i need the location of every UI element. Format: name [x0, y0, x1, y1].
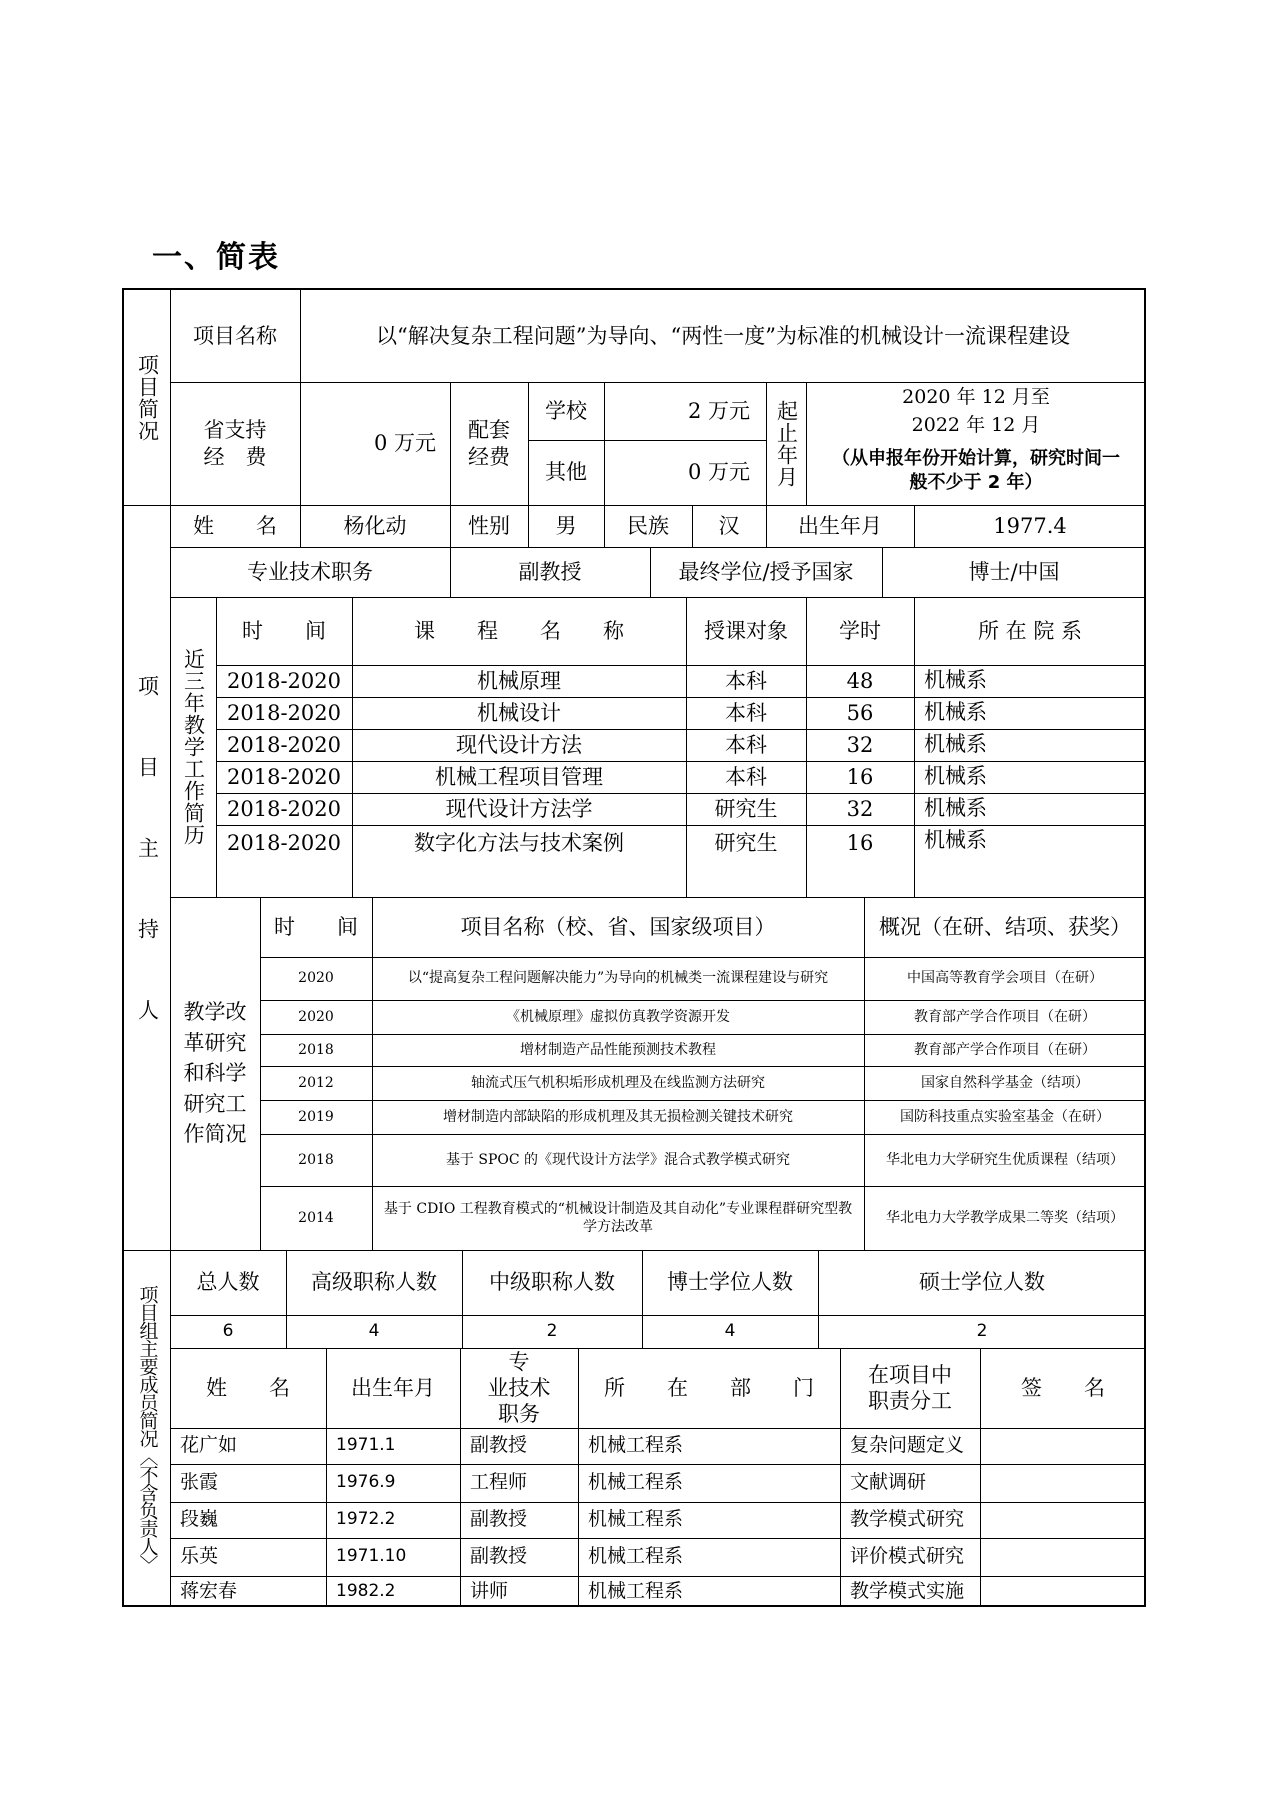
research-cell-status: 国家自然科学基金（结项） [921, 1074, 1089, 1091]
member-cell: 张霞 [180, 1471, 219, 1494]
member-cell: 副教授 [470, 1545, 528, 1568]
period-label: 起止年月 [774, 399, 799, 488]
members-summary-header: 中级职称人数 [489, 1270, 615, 1295]
members-summary-header: 高级职称人数 [311, 1270, 437, 1295]
teaching-cell-hours: 56 [846, 700, 874, 725]
teaching-cell-audience: 研究生 [714, 796, 778, 821]
member-cell: 教学模式实施 [850, 1579, 965, 1602]
project-name-value: 以“解决复杂工程问题”为导向、“两性一度”为标准的机械设计一流课程建设 [376, 323, 1070, 348]
grid-line [642, 1250, 643, 1348]
teaching-cell-course: 数字化方法与技术案例 [414, 831, 624, 856]
host-ethnic: 汉 [718, 513, 740, 538]
teaching-cell-dept: 机械系 [924, 764, 987, 788]
members-header: 专 业技术职务 [487, 1349, 572, 1427]
members-summary-value: 2 [546, 1320, 558, 1341]
host-gender: 男 [555, 513, 577, 538]
member-cell: 花广如 [180, 1434, 238, 1457]
research-cell-time: 2018 [298, 1041, 334, 1058]
member-cell: 机械工程系 [588, 1434, 684, 1457]
teaching-cell-course: 机械设计 [477, 700, 561, 725]
member-cell [980, 1464, 1146, 1502]
members-summary-value: 2 [976, 1320, 988, 1341]
members-summary-header: 硕士学位人数 [919, 1270, 1045, 1295]
teaching-cell-audience: 本科 [725, 668, 767, 693]
member-cell: 文献调研 [850, 1471, 927, 1494]
member-cell: 机械工程系 [588, 1471, 684, 1494]
teaching-cell-hours: 16 [846, 764, 874, 789]
research-section-label: 教学改革研究和科学研究工作简况 [183, 1000, 247, 1147]
other-label: 其他 [545, 460, 587, 485]
teaching-cell-hours: 32 [846, 796, 874, 821]
host-degree: 博士/中国 [968, 559, 1060, 584]
period-end: 2022 年 12 月 [911, 414, 1041, 437]
teaching-cell-course: 现代设计方法 [456, 732, 582, 757]
research-cell-time: 2019 [298, 1108, 334, 1125]
teaching-cell-course: 现代设计方法学 [445, 796, 593, 821]
member-cell: 评价模式研究 [850, 1545, 965, 1568]
research-cell-project: 增材制造内部缺陷的形成机理及其无损检测关键技术研究 [443, 1108, 793, 1125]
grid-line [286, 1250, 287, 1348]
research-cell-project: 《机械原理》虚拟仿真教学资源开发 [506, 1008, 730, 1025]
teaching-header-course: 课 程 名 称 [414, 618, 624, 643]
teaching-cell-hours: 16 [846, 831, 874, 856]
member-cell: 1982.2 [336, 1580, 396, 1601]
teaching-cell-time: 2018-2020 [227, 700, 341, 725]
member-cell: 机械工程系 [588, 1508, 684, 1531]
host-birth: 1977.4 [993, 513, 1067, 538]
teaching-cell-audience: 本科 [725, 700, 767, 725]
member-cell: 段巍 [180, 1508, 219, 1531]
host-degree-label: 最终学位/授予国家 [678, 559, 854, 584]
member-cell [980, 1502, 1146, 1538]
section-label-host: 项目主持人 [135, 675, 160, 1080]
school-fund-value: 2 万元 [687, 398, 750, 423]
teaching-cell-dept: 机械系 [924, 732, 987, 756]
research-cell-status: 教育部产学合作项目（在研） [914, 1008, 1096, 1025]
host-ethnic-label: 民族 [627, 513, 669, 538]
teaching-header-dept: 所 在 院 系 [977, 618, 1083, 643]
match-fund-label: 配套经费 [468, 418, 510, 469]
members-summary-value: 6 [222, 1320, 234, 1341]
teaching-section-label: 近三年教学工作简历 [181, 648, 206, 846]
section-heading: 一、简表 [152, 240, 280, 275]
research-cell-project: 增材制造产品性能预测技术教程 [520, 1041, 716, 1058]
member-cell: 副教授 [470, 1434, 528, 1457]
other-fund-value: 0 万元 [687, 460, 750, 485]
member-cell: 工程师 [470, 1471, 528, 1494]
member-cell [980, 1576, 1146, 1607]
member-cell [980, 1428, 1146, 1464]
section-label-project: 项目简况 [135, 353, 160, 442]
research-cell-project: 基于 CDIO 工程教育模式的“机械设计制造及其自动化”专业课程群研究型教学方法改革 [383, 1200, 853, 1235]
member-cell: 1972.2 [336, 1509, 396, 1530]
teaching-cell-hours: 32 [846, 732, 874, 757]
teaching-cell-dept: 机械系 [924, 796, 987, 820]
teaching-cell-course: 机械原理 [477, 668, 561, 693]
members-header: 在项目中职责分工 [868, 1362, 952, 1413]
research-cell-status: 教育部产学合作项目（在研） [914, 1041, 1096, 1058]
host-birth-label: 出生年月 [798, 513, 882, 538]
teaching-cell-time: 2018-2020 [227, 668, 341, 693]
teaching-cell-time: 2018-2020 [227, 732, 341, 757]
research-cell-time: 2014 [298, 1209, 334, 1226]
members-summary-value: 4 [724, 1320, 736, 1341]
research-cell-status: 中国高等教育学会项目（在研） [907, 970, 1103, 987]
research-header-status: 概况（在研、结项、获奖） [879, 914, 1131, 939]
member-cell: 讲师 [470, 1579, 509, 1602]
member-cell: 教学模式研究 [850, 1508, 965, 1531]
member-cell: 1971.10 [336, 1546, 407, 1567]
research-cell-project: 轴流式压气机积垢形成机理及在线监测方法研究 [471, 1074, 765, 1091]
grid-line [170, 1315, 1146, 1316]
teaching-cell-time: 2018-2020 [227, 764, 341, 789]
member-cell: 副教授 [470, 1508, 528, 1531]
member-cell: 复杂问题定义 [850, 1434, 965, 1457]
member-cell: 1976.9 [336, 1472, 396, 1493]
grid-line [818, 1250, 819, 1348]
research-cell-time: 2018 [298, 1151, 334, 1168]
member-cell [980, 1538, 1146, 1576]
research-cell-time: 2012 [298, 1074, 334, 1091]
research-cell-status: 华北电力大学教学成果二等奖（结项） [886, 1209, 1124, 1226]
research-cell-project: 以“提高复杂工程问题解决能力”为导向的机械类一流课程建设与研究 [407, 970, 829, 987]
teaching-cell-audience: 研究生 [714, 831, 778, 856]
teaching-cell-dept: 机械系 [924, 700, 987, 724]
teaching-header-hours: 学时 [839, 618, 881, 643]
member-cell: 1971.1 [336, 1435, 396, 1456]
teaching-header-time: 时 间 [242, 618, 326, 643]
section-label-members: 项目组主要成员简况︿不含负责人﹀ [136, 1284, 159, 1573]
host-title: 副教授 [518, 559, 582, 584]
research-cell-time: 2020 [298, 1008, 334, 1025]
research-header-time: 时 间 [274, 914, 358, 939]
teaching-cell-audience: 本科 [725, 732, 767, 757]
member-cell: 蒋宏春 [180, 1579, 238, 1602]
summary-table [122, 288, 1146, 1607]
members-header: 出生年月 [351, 1375, 435, 1400]
research-header-project: 项目名称（校、省、国家级项目） [460, 914, 776, 939]
prov-fund-value: 0 万元 [373, 431, 436, 456]
host-gender-label: 性别 [468, 513, 510, 538]
teaching-cell-dept: 机械系 [924, 828, 987, 852]
teaching-cell-audience: 本科 [725, 764, 767, 789]
members-summary-header: 博士学位人数 [667, 1270, 793, 1295]
member-cell: 机械工程系 [588, 1545, 684, 1568]
research-cell-time: 2020 [298, 970, 334, 987]
teaching-cell-time: 2018-2020 [227, 831, 341, 856]
members-summary-header: 总人数 [196, 1270, 260, 1295]
teaching-cell-hours: 48 [846, 668, 874, 693]
prov-fund-label: 省支持经 费 [203, 418, 267, 469]
member-cell: 机械工程系 [588, 1579, 684, 1602]
teaching-header-audience: 授课对象 [704, 618, 788, 643]
period-start: 2020 年 12 月至 [902, 386, 1050, 409]
period-note: （从申报年份开始计算，研究时间一般不少于 2 年） [832, 447, 1120, 493]
members-header: 所 在 部 门 [604, 1375, 814, 1400]
teaching-cell-dept: 机械系 [924, 668, 987, 692]
school-label: 学校 [545, 398, 587, 423]
teaching-cell-course: 机械工程项目管理 [435, 764, 603, 789]
grid-line [462, 1250, 463, 1348]
research-cell-status: 国防科技重点实验室基金（在研） [900, 1108, 1110, 1125]
research-cell-status: 华北电力大学研究生优质课程（结项） [886, 1151, 1124, 1168]
members-header: 签 名 [1021, 1375, 1105, 1400]
host-name-label: 姓 名 [193, 513, 277, 538]
member-cell: 乐英 [180, 1545, 219, 1568]
host-title-label: 专业技术职务 [247, 559, 373, 584]
members-header: 姓 名 [206, 1375, 290, 1400]
members-summary-value: 4 [368, 1320, 380, 1341]
project-name-label: 项目名称 [193, 323, 277, 348]
host-name: 杨化动 [343, 513, 407, 538]
teaching-cell-time: 2018-2020 [227, 796, 341, 821]
research-cell-project: 基于 SPOC 的《现代设计方法学》混合式教学模式研究 [445, 1151, 791, 1168]
